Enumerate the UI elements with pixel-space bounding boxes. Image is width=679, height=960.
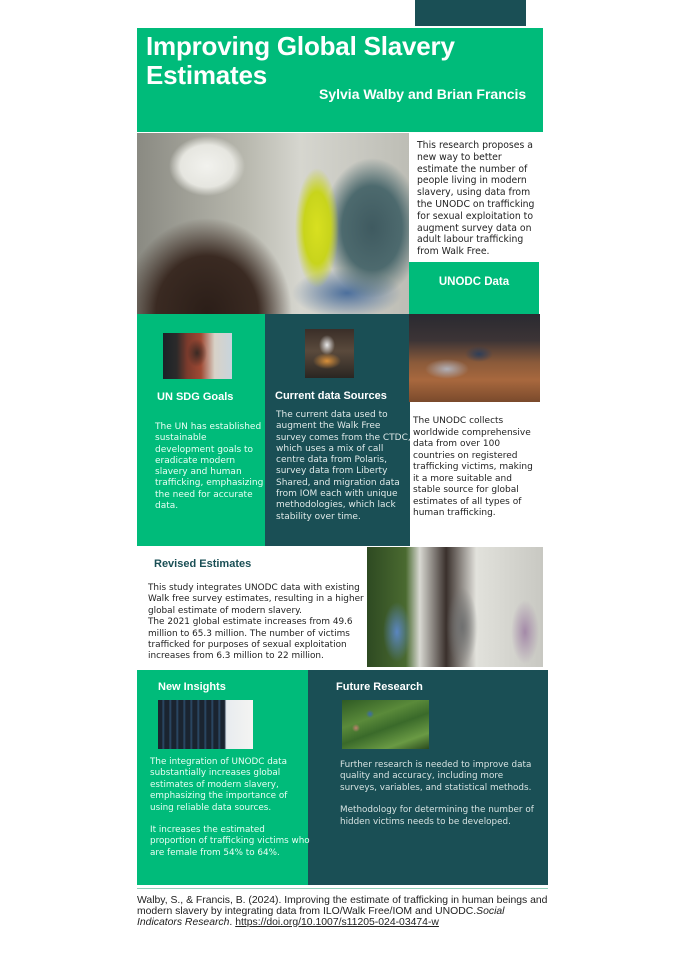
citation-divider xyxy=(137,888,548,889)
top-accent-tab xyxy=(415,0,526,26)
new-insights-photo xyxy=(158,700,253,749)
doi-link[interactable]: https://doi.org/10.1007/s11205-024-03474-w xyxy=(235,916,439,928)
revised-estimates-photo xyxy=(367,547,543,667)
current-sources-title: Current data Sources xyxy=(275,390,387,402)
citation-text: Walby, S., & Francis, B. (2024). Improving the estimate of trafficking in human beings and modern slavery by integrating data from ILO/Walk Free/IOM and UNODC. xyxy=(137,895,548,917)
unodc-data-photo xyxy=(409,314,540,402)
future-research-photo xyxy=(342,700,429,749)
future-research-text-1: Further research is needed to improve data quality and accuracy, including more surveys, variables, and statistical methods. xyxy=(340,760,532,793)
current-sources-photo xyxy=(305,329,354,378)
future-research-title: Future Research xyxy=(336,681,423,693)
revised-estimates-text xyxy=(148,583,368,663)
unodc-data-header-box xyxy=(409,262,539,314)
poster-title: Improving Global Slavery Estimates xyxy=(146,31,455,90)
hero-photo xyxy=(137,133,409,314)
future-research-text xyxy=(340,760,540,839)
unodc-data-title: UNODC Data xyxy=(438,276,510,288)
revised-estimates-text-1: This study integrates UNODC data with existing Walk free survey estimates, resulting in a higher global estimate of modern slavery. xyxy=(148,583,364,616)
citation xyxy=(137,896,552,928)
citation-separator: . xyxy=(229,916,236,928)
revised-estimates-text-2: The 2021 global estimate increases from 49.6 million to 65.3 million. The number of victims trafficked for purposes of sexual exploitation increases from 6.3 million to 22 million. xyxy=(148,617,353,662)
poster-authors: Sylvia Walby and Brian Francis xyxy=(319,86,527,102)
intro-text: This research proposes a new way to better estimate the number of people living in modern slavery, using data from the UNODC on trafficking for sexual exploitation to augment survey data on adult labour trafficking from Walk Free. xyxy=(417,140,535,258)
citation-journal: Social Indicators Research xyxy=(137,905,505,928)
new-insights-text-2: It increases the estimated proportion of trafficking victims who are female from 54% to 64%. xyxy=(150,825,310,858)
new-insights-text xyxy=(150,757,310,870)
new-insights-title: New Insights xyxy=(158,681,226,693)
unodc-data-text: The UNODC collects worldwide comprehensive data from over 100 countries on registered trafficking victims, making it a more suitable and stable source for global estimates of all types of human trafficking. xyxy=(413,416,533,518)
un-sdg-photo xyxy=(163,333,232,379)
un-sdg-title: UN SDG Goals xyxy=(157,391,234,403)
un-sdg-text: The UN has established sustainable development goals to eradicate modern slavery and human trafficking, emphasizing the need for accurate data. xyxy=(155,422,264,512)
revised-estimates-title: Revised Estimates xyxy=(154,558,252,570)
future-research-text-2: Methodology for determining the number of hidden victims needs to be developed. xyxy=(340,805,534,827)
new-insights-text-1: The integration of UNODC data substantially increases global estimates of modern slavery, emphasizing the importance of using reliable data sources. xyxy=(150,757,288,813)
current-sources-text: The current data used to augment the Walk Free survey comes from the CTDC, which uses a mix of call centre data from Polaris, survey data from Liberty Shared, and migration data from IOM each with unique methodologies, which lack stability over time. xyxy=(276,410,411,522)
